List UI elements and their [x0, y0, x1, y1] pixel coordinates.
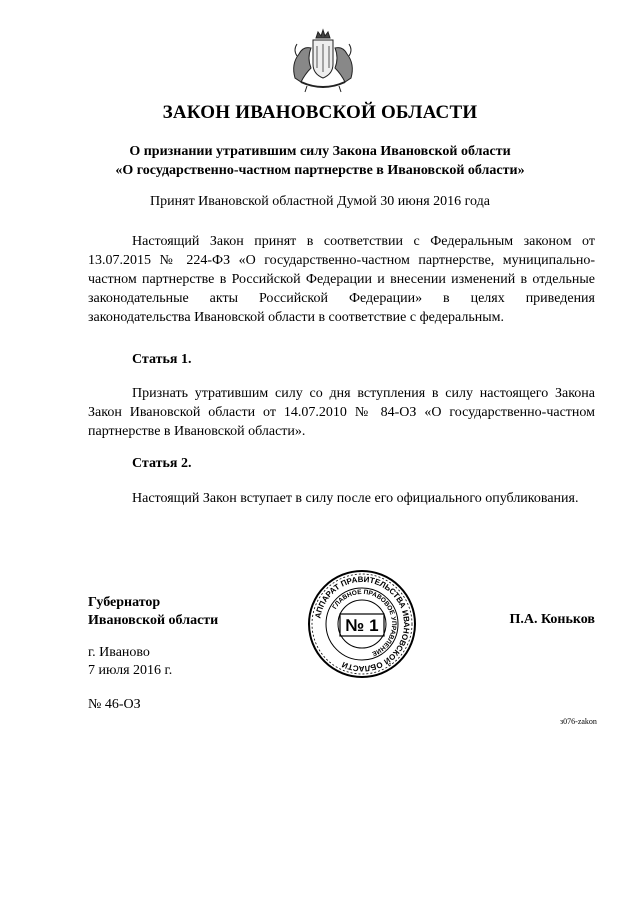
article-1-text: Признать утратившим силу со дня вступления в силу настоящего Закона Закон Ивановской области от 14.07.2010 № 84-ОЗ «О государственно-частном партнерстве в Ивановской области».: [88, 386, 595, 439]
signatory-position: [88, 594, 218, 630]
place: г. Иваново: [88, 645, 150, 660]
adoption-note: Принят Ивановской областной Думой 30 июня 2016 года: [150, 194, 490, 209]
place-and-date: [88, 644, 172, 680]
date: 7 июля 2016 г.: [88, 663, 173, 678]
stamp-inner-text: ГЛАВНОЕ ПРАВОВОЕ УПРАВЛЕНИЕ: [331, 588, 398, 658]
position-line-1: Губернатор: [88, 595, 161, 610]
article-1-heading: Статья 1.: [132, 352, 192, 367]
round-stamp-icon: [306, 568, 418, 680]
subtitle-line-1: О признании утратившим силу Закона Ивановской области: [129, 144, 511, 159]
coat-of-arms-icon: [287, 28, 359, 94]
document-title: ЗАКОН ИВАНОВСКОЙ ОБЛАСТИ: [162, 102, 478, 123]
document-code: з076-zakon: [560, 717, 597, 726]
law-number: № 46-ОЗ: [88, 697, 141, 712]
signatory-name: П.А. Коньков: [509, 612, 595, 627]
preamble-paragraph: Настоящий Закон принят в соответствии с Федеральным законом от 13.07.2015 № 224-ФЗ «О государственно-частном партнерстве, муниципально-частном партнерстве в Российской Федерации и внесении изменений в отдельные законодательные акты Российской Федерации» в целях приведения законодательства Ивановской области в соответствие с федеральным.: [88, 234, 595, 325]
article-2-text: Настоящий Закон вступает в силу после его официального опубликования.: [132, 491, 579, 506]
stamp-number: № 1: [345, 616, 379, 635]
subtitle-line-2: «О государственно-частном партнерстве в Ивановской области»: [115, 163, 525, 178]
document-subtitle: [0, 142, 640, 180]
stamp-ring-text: АППАРАТ ПРАВИТЕЛЬСТВА ИВАНОВСКОЙ ОБЛАСТИ: [313, 574, 412, 674]
position-line-2: Ивановской области: [88, 613, 219, 628]
article-2-heading: Статья 2.: [132, 456, 192, 471]
